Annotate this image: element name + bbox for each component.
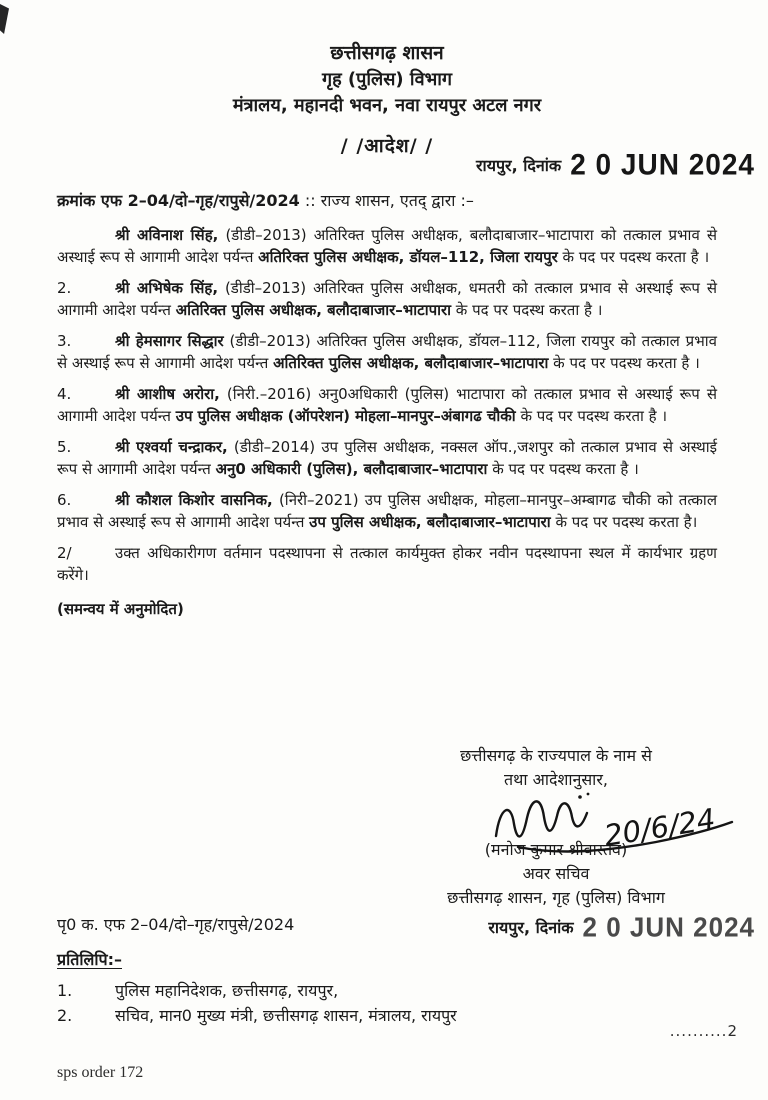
copy-item-number: 1.	[57, 981, 73, 1000]
handwritten-date: 20/6/24	[601, 801, 718, 853]
order-item-text: श्री अभिषेक सिंह, (डीडी–2013) अतिरिक्त पुलिस अधीक्षक, धमतरी को तत्काल प्रभाव से अस्थाई रूप से आगामी आदेश पर्यन्त अतिरिक्त पुलिस अधीक्षक, बलौदाबाजार–भाटापारा के पद पर पदस्थ करता है ।	[57, 279, 718, 319]
page-continuation-marker: ..........2	[669, 1022, 738, 1040]
order-item-text: श्री कौशल किशोर वासनिक, (निरी–2021) उप पुलिस अधीक्षक, मोहला–मानपुर–अम्बागढ चौकी को तत्काल प्रभाव से अस्थाई रूप से आगामी आदेश पर्यन्त उप पुलिस अधीक्षक, बलौदाबाजार–भाटापारा के पद पर पदस्थ करता है।	[57, 491, 717, 531]
order-item-number: 2.	[57, 279, 72, 297]
endorsement-row	[57, 912, 755, 942]
copy-item-number: 2.	[57, 1006, 73, 1025]
order-reference-line: क्रमांक एफ 2–04/दो–गृह/रापुसे/2024 :: राज्य शासन, एतद् द्वारा :–	[57, 191, 474, 210]
release-clause-number: 2/	[57, 544, 72, 562]
endorsement-reference: पृ0 क. एफ 2–04/दो–गृह/रापुसे/2024	[57, 915, 295, 934]
on-behalf-line-2: तथा आदेशानुसार,	[504, 770, 608, 789]
issue-place-label: रायपुर, दिनांक	[476, 156, 562, 175]
issue-date-stamp: 2 0 JUN 2024	[570, 148, 755, 181]
endorsement-date-row	[488, 912, 755, 942]
signature-block	[388, 744, 724, 910]
release-clause-text: उक्त अधिकारीगण वर्तमान पदस्थापना से तत्काल कार्यमुक्त होकर नवीन पदस्थापना स्थल में कार्यभार ग्रहण करेंगे।	[57, 544, 717, 584]
approval-note: (समन्वय में अनुमोदित)	[57, 600, 184, 618]
government-name: छत्तीसगढ़ शासन	[330, 42, 444, 64]
issue-date-row	[476, 150, 755, 180]
order-item-2	[57, 277, 717, 321]
order-item-5	[57, 436, 717, 480]
copies-list	[57, 978, 717, 1028]
on-behalf-line-1: छत्तीसगढ़ के राज्यपाल के नाम से	[460, 746, 652, 765]
document-header	[57, 40, 717, 158]
copy-item-2	[57, 1003, 717, 1028]
scan-footer-note: sps order 172	[57, 1064, 144, 1081]
order-item-number: 4.	[57, 385, 72, 403]
department-name: गृह (पुलिस) विभाग	[321, 69, 453, 90]
order-item-text: श्री एश्वर्या चन्द्राकर, (डीडी–2014) उप पुलिस अधीक्षक, नक्सल ऑप.,जशपुर को तत्काल प्रभाव से अस्थाई रूप से आगामी आदेश पर्यन्त अनु0 अधिकारी (पुलिस), बलौदाबाजार–भाटापारा के पद पर पदस्थ करता है ।	[57, 438, 717, 478]
copy-item-1	[57, 978, 717, 1003]
order-item-text: श्री हेमसागर सिद्धार (डीडी–2013) अतिरिक्त पुलिस अधीक्षक, डॉयल–112, जिला रायपुर को तत्काल प्रभाव से अस्थाई रूप से आगामी आदेश पर्यन्त अतिरिक्त पुलिस अधीक्षक, बलौदाबाजार–भाटापारा के पद पर पदस्थ करता है ।	[57, 332, 717, 372]
order-item-3	[57, 330, 717, 374]
signatory-designation: अवर सचिव	[522, 864, 590, 883]
scan-corner-artifact	[0, 4, 9, 34]
release-clause	[57, 542, 717, 586]
order-item-number: 6.	[57, 491, 72, 509]
order-item-6	[57, 489, 717, 533]
endorsement-place-label: रायपुर, दिनांक	[488, 918, 574, 937]
copies-label: प्रतिलिपि:–	[57, 950, 122, 969]
copy-item-text: पुलिस महानिदेशक, छत्तीसगढ़, रायपुर,	[115, 981, 339, 1000]
copy-item-text: सचिव, मान0 मुख्य मंत्री, छत्तीसगढ़ शासन, मंत्रालय, रायपुर	[115, 1006, 457, 1025]
order-body	[57, 224, 717, 620]
order-item-text: श्री आशीष अरोरा, (निरी.–2016) अनु0अधिकारी (पुलिस) भाटापारा को तत्काल प्रभाव से अस्थाई रूप से आगामी आदेश पर्यन्त उप पुलिस अधीक्षक (ऑपरेशन) मोहला–मानपुर–अंबागढ चौकी के पद पर पदस्थ करता है ।	[57, 385, 717, 425]
signature-scribble	[488, 784, 748, 868]
order-item-text: श्री अविनाश सिंह, (डीडी–2013) अतिरिक्त पुलिस अधीक्षक, बलौदाबाजार–भाटापारा को तत्काल प्रभाव से अस्थाई रूप से आगामी आदेश पर्यन्त अतिरिक्त पुलिस अधीक्षक, डॉयल–112, जिला रायपुर के पद पर पदस्थ करता है ।	[57, 226, 718, 266]
endorsement-date-stamp: 2 0 JUN 2024	[582, 911, 755, 943]
signatory-name: (मनोज कुमार श्रीवास्तव)	[484, 840, 628, 859]
order-item-4	[57, 383, 717, 427]
order-item-number: 5.	[57, 438, 72, 456]
signatory-department: छत्तीसगढ़ शासन, गृह (पुलिस) विभाग	[447, 888, 665, 907]
order-title: / /आदेश/ /	[340, 135, 434, 157]
office-address: मंत्रालय, महानदी भवन, नवा रायपुर अटल नगर	[232, 95, 542, 116]
order-item-1	[57, 224, 717, 268]
order-item-number: 3.	[57, 332, 72, 350]
